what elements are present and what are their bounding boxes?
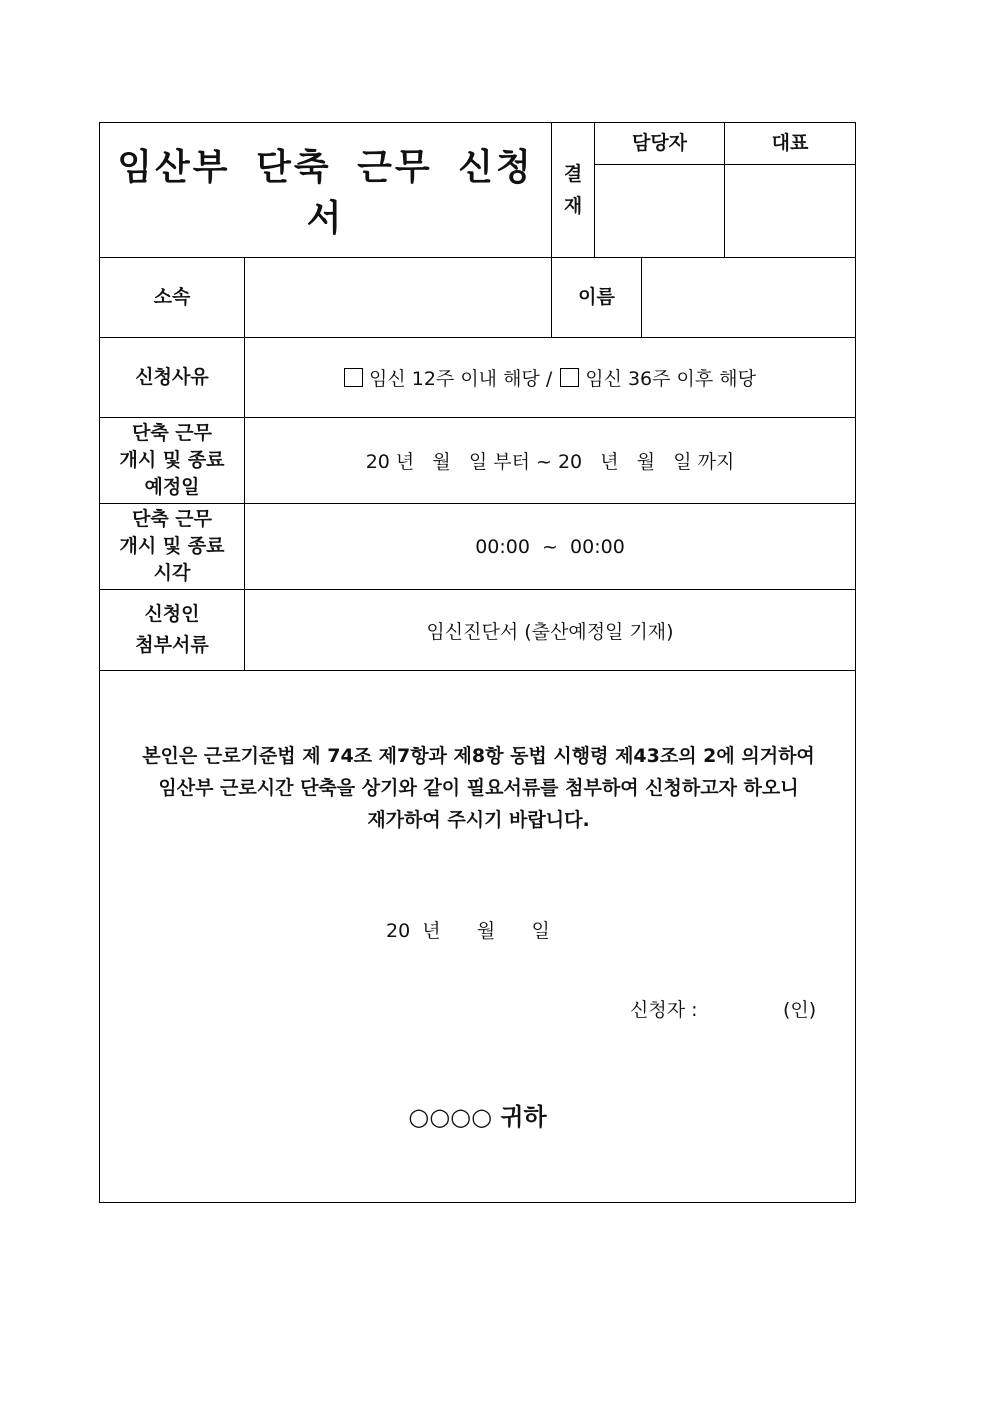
declaration-line: 재가하여 주시기 바랍니다. [367, 809, 590, 831]
applicant-label: 신청자 : [630, 999, 698, 1021]
name-label: 이름 [578, 286, 615, 308]
reason-checkbox-1[interactable] [344, 368, 363, 387]
declaration-line: 임산부 근로시간 단축을 상기와 같이 필요서류를 첨부하여 신청하고자 하오니 [158, 777, 799, 799]
approval-label [552, 123, 594, 257]
time-label [100, 504, 244, 589]
approval-label-2: 재 [563, 195, 583, 217]
time-label-line: 개시 및 종료 [119, 535, 225, 557]
time-field[interactable]: 00:00 ~ 00:00 [475, 535, 625, 558]
application-date[interactable]: 20 년 월 일 [386, 920, 550, 942]
time-label-line: 시각 [153, 562, 191, 584]
period-label-line: 예정일 [144, 476, 200, 498]
docs-label [100, 590, 244, 670]
period-label-line: 단축 근무 [131, 422, 213, 444]
approver-1-sign-box[interactable] [595, 165, 724, 257]
declaration-line: 본인은 근로기준법 제 74조 제7항과 제8항 동법 시행령 제43조의 2에 의거하여 [142, 745, 815, 767]
approver-2-sign-box[interactable] [725, 165, 855, 257]
reason-checkbox-2[interactable] [560, 368, 579, 387]
name-field[interactable] [642, 258, 855, 337]
period-field[interactable]: 20 년 월 일 부터 ~ 20 년 월 일 까지 [365, 451, 735, 473]
docs-value: 임신진단서 (출산예정일 기재) [426, 620, 674, 643]
reason-label: 신청사유 [135, 366, 209, 388]
approver-1-header: 담당자 [631, 132, 688, 154]
reason-option-2-label: 임신 36주 이후 해당 [585, 368, 756, 390]
docs-label-line: 신청인 [144, 603, 200, 625]
department-label: 소속 [153, 286, 191, 308]
approver-2-header: 대표 [771, 132, 809, 154]
application-form [99, 122, 856, 1203]
seal-mark[interactable]: (인) [783, 999, 817, 1021]
approval-label-1: 결 [563, 163, 583, 185]
department-field[interactable] [245, 258, 551, 337]
reason-options [245, 338, 855, 417]
declaration-text [100, 740, 857, 836]
reason-option-1-label: 임신 12주 이내 해당 / [369, 368, 553, 390]
period-label [100, 418, 244, 503]
addressee: ○○○○ 귀하 [408, 1103, 547, 1131]
row-divider [100, 670, 855, 671]
period-label-line: 개시 및 종료 [119, 449, 225, 471]
time-label-line: 단축 근무 [131, 508, 213, 530]
form-title: 임산부 단축 근무 신청서 [117, 147, 534, 239]
docs-label-line: 첨부서류 [135, 634, 209, 656]
